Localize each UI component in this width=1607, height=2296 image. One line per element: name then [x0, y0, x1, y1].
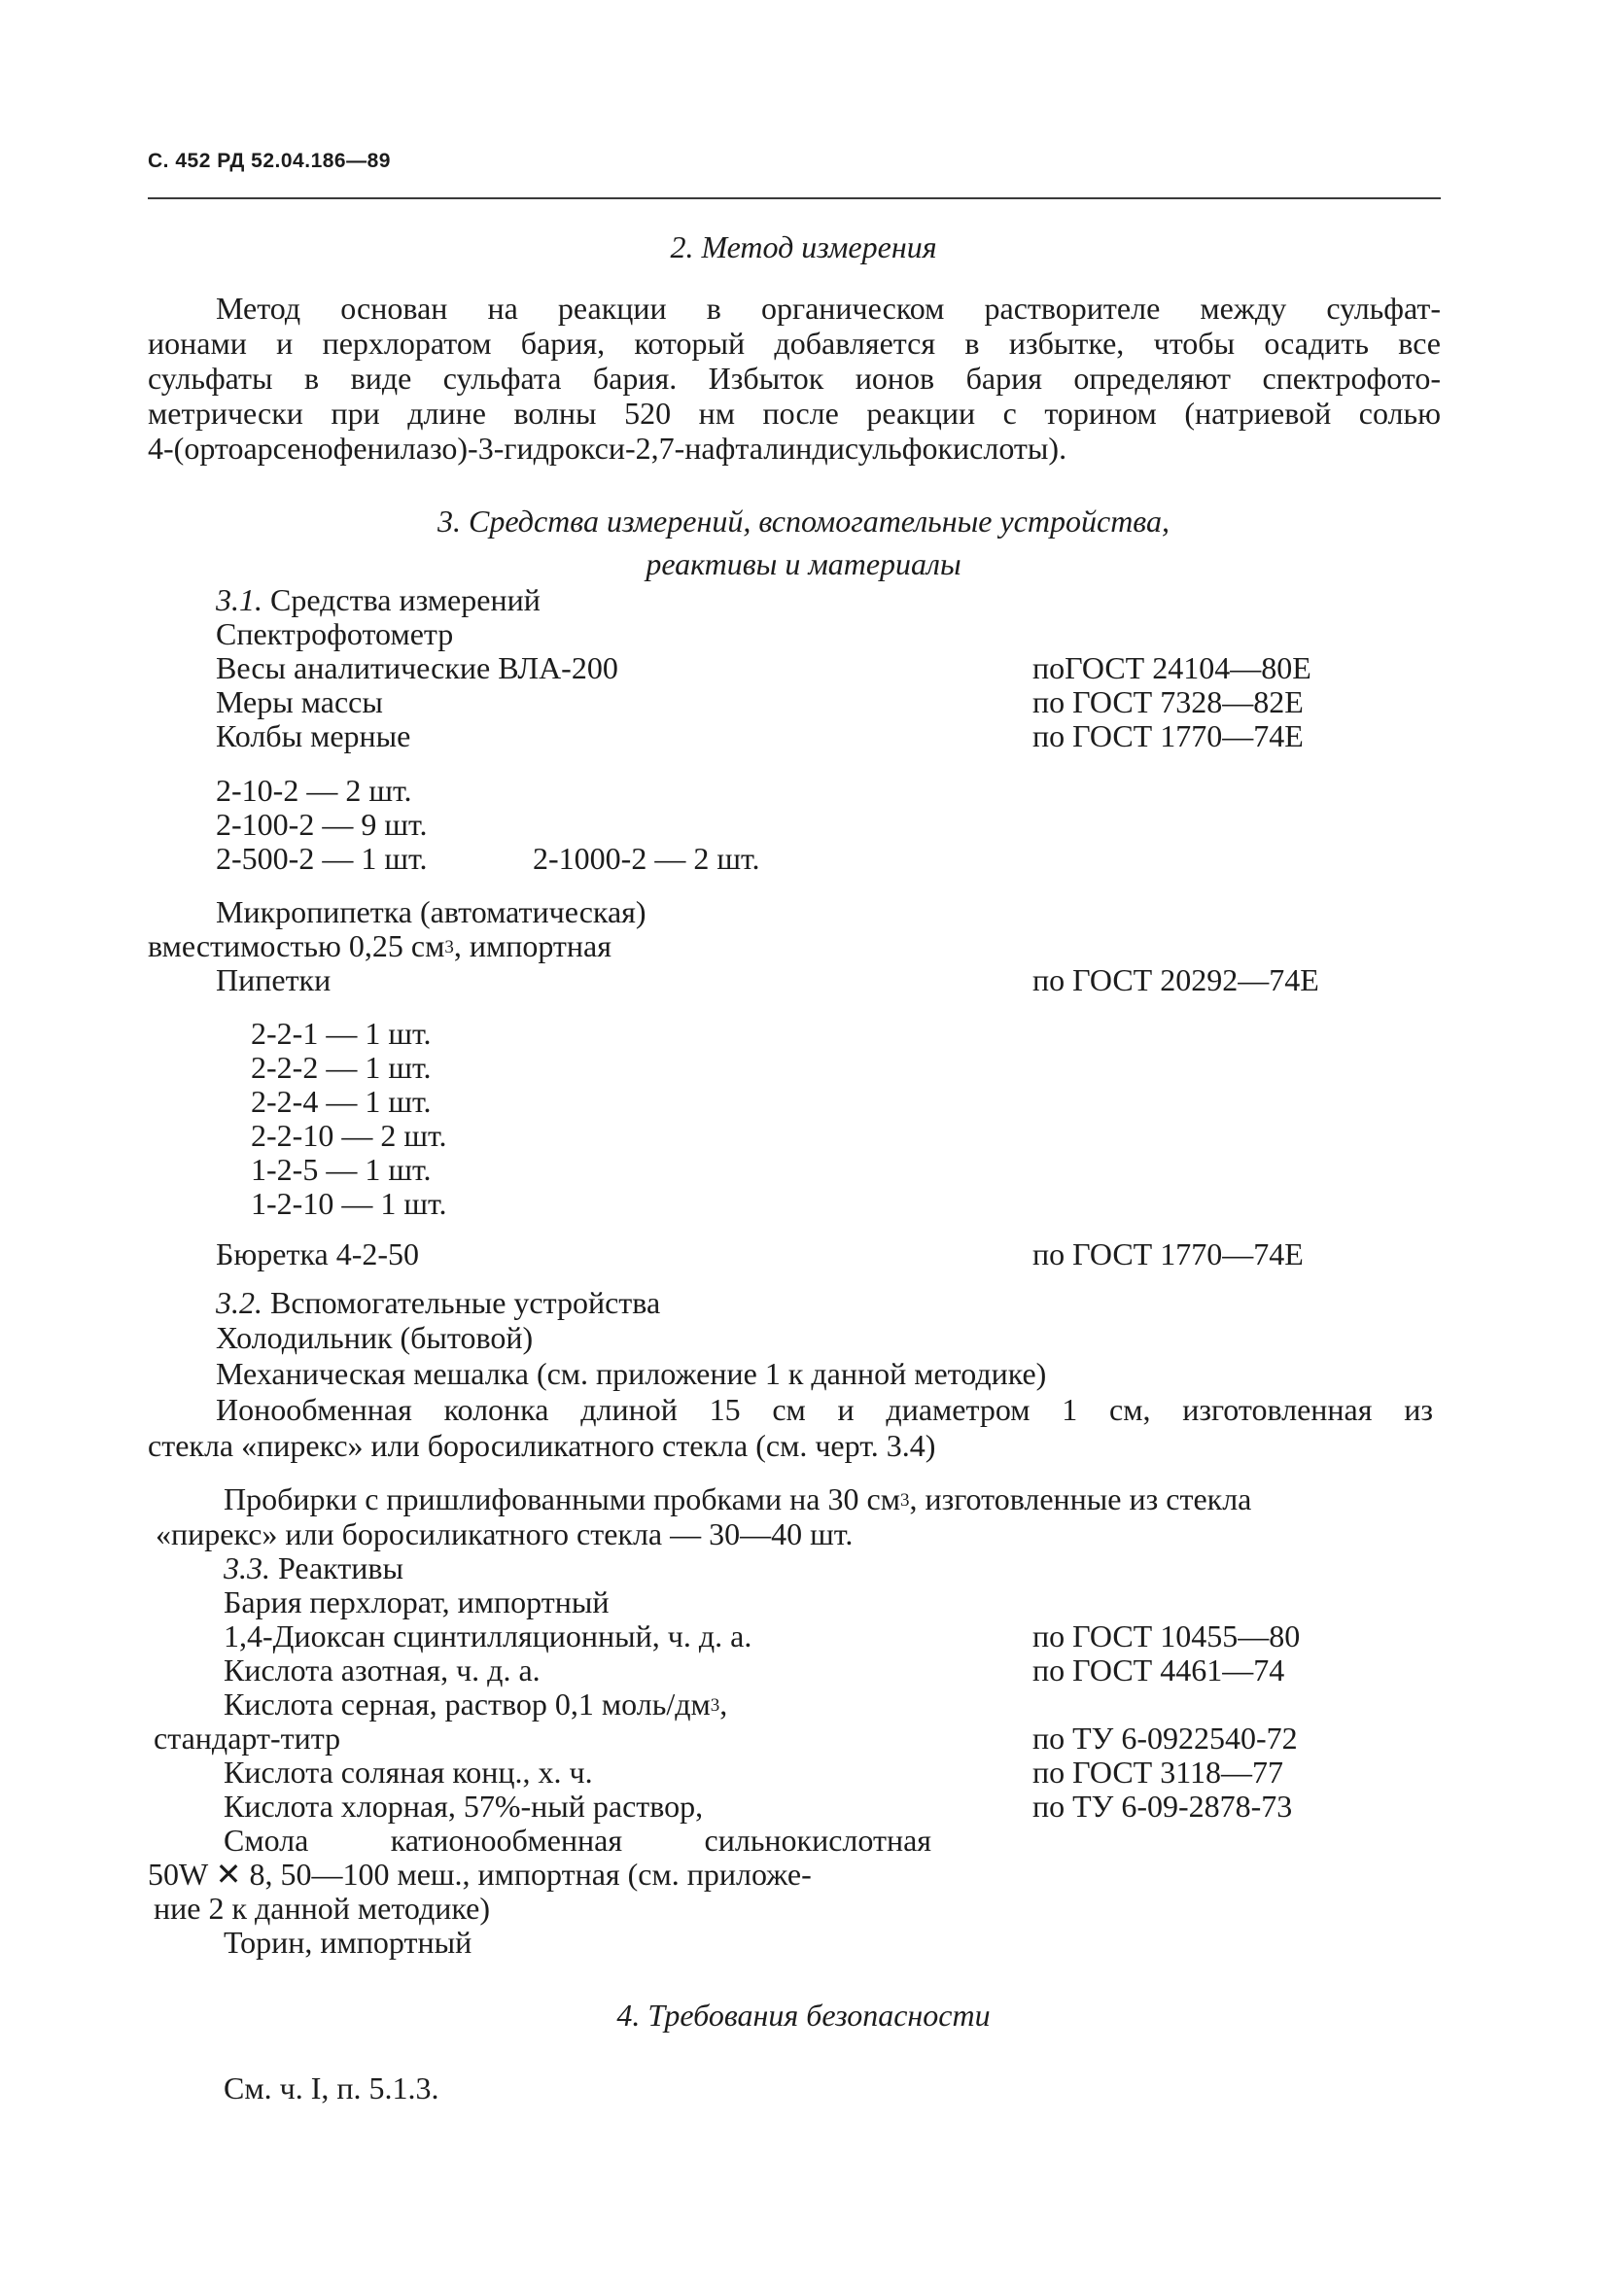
- item-tubes-cont: «пирекс» или боросиликатного стекла — 30—40 шт.: [156, 1516, 854, 1551]
- item-column-cont: стекла «пирекс» или боросиликатного стекла (см. черт. 3.4): [148, 1428, 936, 1463]
- item-burette-standard: по ГОСТ 1770—74Е: [1032, 1236, 1304, 1271]
- reagent-resin-cont: ние 2 к данной методике): [154, 1891, 490, 1926]
- paragraph-line: ионами и перхлоратом бария, который добавляется в избытке, чтобы осадить все: [148, 326, 1441, 361]
- reagent-perchloric: Кислота хлорная, 57%-ный раствор,: [224, 1789, 704, 1824]
- item-weights: Меры массы: [216, 684, 383, 719]
- item-flasks-standard: по ГОСТ 1770—74Е: [1032, 718, 1304, 753]
- item-burette: Бюретка 4-2-50: [216, 1236, 420, 1271]
- item-stirrer: Механическая мешалка (см. приложение 1 к данной методике): [216, 1356, 1047, 1391]
- item-pipettes: Пипетки: [216, 962, 332, 997]
- item-fridge: Холодильник (бытовой): [216, 1320, 534, 1355]
- reagent-nitric-standard: по ГОСТ 4461—74: [1032, 1652, 1285, 1687]
- subsection-3-2-heading: [216, 1285, 660, 1320]
- header-rule: [148, 197, 1441, 199]
- section-2-title: 2. Метод измерения: [670, 229, 937, 264]
- item-tubes: Пробирки с пришлифованными пробками на 30 $см^3$, изготовленные из стекла: [224, 1481, 1252, 1516]
- reagent-hcl-standard: по ГОСТ 3118—77: [1032, 1755, 1284, 1790]
- item-flasks: Колбы мерные: [216, 718, 411, 753]
- reagent-sulfuric-cont: стандарт-титр: [154, 1721, 341, 1756]
- pipette-item: 2-2-2 — 1 шт.: [251, 1050, 432, 1085]
- reagent-barium: Бария перхлорат, импортный: [224, 1584, 610, 1619]
- item-weights-standard: по ГОСТ 7328—82Е: [1032, 684, 1304, 719]
- item-micropipette: Микропипетка (автоматическая): [216, 894, 646, 929]
- reagent-dioxane-standard: по ГОСТ 10455—80: [1032, 1618, 1301, 1653]
- section-4-title: 4. Требования безопасности: [616, 1998, 991, 2033]
- subsection-3-1-heading: [216, 582, 541, 617]
- flask-item: 2-500-2 — 1 шт.: [216, 841, 428, 876]
- paragraph-line: метрически при длине волны 520 нм после реакции с торином (натриевой солью: [148, 396, 1441, 431]
- reagent-nitric: Кислота азотная, ч. д. а.: [224, 1652, 541, 1687]
- paragraph-line: Метод основан на реакции в органическом растворителе между сульфат-: [216, 291, 1441, 326]
- paragraph-line: 4-(ортоарсенофенилазо)-3-гидрокси-2,7-нафталиндисульфокислоты).: [148, 431, 1067, 466]
- item-pipettes-standard: по ГОСТ 20292—74Е: [1032, 962, 1319, 997]
- flask-item: 2-1000-2 — 2 шт.: [533, 841, 760, 876]
- reagent-hcl: Кислота соляная конц., х. ч.: [224, 1755, 593, 1790]
- reagent-sulfuric: Кислота серная, раствор 0,1 моль/$дм^3$,: [224, 1687, 728, 1722]
- item-balance-standard: поГОСТ 24104—80Е: [1032, 650, 1311, 685]
- subsection-3-3-heading: [224, 1550, 403, 1585]
- subsection-number: 3.2.: [216, 1285, 262, 1320]
- reagent-perchloric-standard: по ТУ 6-09-2878-73: [1032, 1789, 1293, 1824]
- item-balance: Весы аналитические ВЛА-200: [216, 650, 618, 685]
- section-3-title: 3. Средства измерений, вспомогательные устройства,: [437, 504, 1170, 539]
- flask-item: 2-100-2 — 9 шт.: [216, 807, 428, 842]
- reagent-sulfuric-standard: по ТУ 6-0922540-72: [1032, 1721, 1298, 1756]
- subsection-number: 3.1.: [216, 582, 262, 617]
- item-micropipette-cont: вместимостью 0,25 $см^3$, импортная: [148, 928, 611, 963]
- section-3-title-cont: реактивы и материалы: [646, 546, 961, 581]
- reagent-dioxane: 1,4-Диоксан сцинтилляционный, ч. д. а.: [224, 1618, 752, 1653]
- pipette-item: 2-2-4 — 1 шт.: [251, 1084, 432, 1119]
- paragraph-line: сульфаты в виде сульфата бария. Избыток ионов бария определяют спектрофото-: [148, 361, 1441, 396]
- pipette-item: 1-2-5 — 1 шт.: [251, 1152, 432, 1187]
- section-4-text: См. ч. I, п. 5.1.3.: [224, 2070, 439, 2105]
- item-column: Ионообменная колонка длиной 15 см и диаметром 1 см, изготовленная из: [216, 1392, 1433, 1427]
- reagent-thorin: Торин, импортный: [224, 1925, 472, 1960]
- reagent-resin-cont: 50W ✕ 8, 50—100 меш., импортная (см. приложе-: [148, 1857, 812, 1892]
- reagent-resin: Смола катионообменная сильнокислотная: [224, 1823, 931, 1858]
- subsection-title: Реактивы: [278, 1550, 404, 1585]
- pipette-item: 2-2-1 — 1 шт.: [251, 1016, 432, 1051]
- subsection-title: Вспомогательные устройства: [270, 1285, 661, 1320]
- pipette-item: 2-2-10 — 2 шт.: [251, 1118, 447, 1153]
- flask-item: 2-10-2 — 2 шт.: [216, 773, 412, 808]
- pipette-item: 1-2-10 — 1 шт.: [251, 1186, 447, 1221]
- subsection-title: Средства измерений: [270, 582, 541, 617]
- subsection-number: 3.3.: [224, 1550, 270, 1585]
- page-header: С. 452 РД 52.04.186—89: [148, 150, 391, 172]
- item-spectrophotometer: Спектрофотометр: [216, 616, 454, 651]
